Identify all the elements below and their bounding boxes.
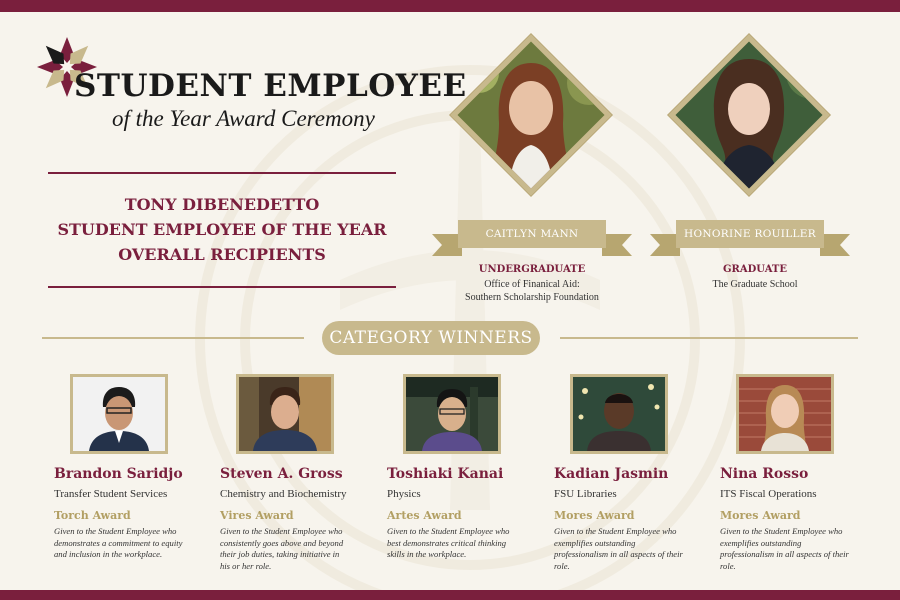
- bottom-border-bar: [0, 590, 900, 600]
- category-divider-left: [42, 337, 304, 339]
- recipient-photo-frame: [450, 34, 612, 196]
- winner-name: Nina Rosso: [720, 466, 809, 482]
- winner-department: FSU Libraries: [554, 488, 617, 500]
- page-title: STUDENT EMPLOYEE: [74, 68, 467, 104]
- winner-award: Artes Award: [387, 509, 462, 522]
- recipient-name: CAITLYN MANN: [485, 228, 579, 240]
- winner-photo: [570, 374, 668, 454]
- winner-award: Vires Award: [220, 509, 294, 522]
- winner-award-description: Given to the Student Employee who consistently goes above and beyond their job duties, taking initiative in his or her role.: [220, 526, 344, 571]
- top-border-bar: [0, 0, 900, 12]
- headline-line-2: STUDENT EMPLOYEE OF THE YEAR: [57, 220, 387, 239]
- category-divider-right: [560, 337, 858, 339]
- winner-award-description: Given to the Student Employee who demonstrates a commitment to equity and inclusion in the workplace.: [54, 526, 183, 559]
- winner-department: Chemistry and Biochemistry: [220, 488, 347, 500]
- winner-department: ITS Fiscal Operations: [720, 488, 817, 500]
- winner-award: Mores Award: [554, 509, 635, 522]
- page-subtitle: of the Year Award Ceremony: [112, 106, 375, 131]
- recipient-department-line-1: Office of Finanical Aid:: [484, 279, 580, 290]
- winner-award-description: Given to the Student Employee who exemplifies outstanding professionalism in all aspects of their role.: [720, 526, 849, 571]
- winner-department: Transfer Student Services: [54, 488, 168, 500]
- recipient-photo: [675, 41, 822, 188]
- winner-photo: [736, 374, 834, 454]
- recipient-level: GRADUATE: [723, 264, 787, 275]
- winner-name: Steven A. Gross: [220, 466, 343, 482]
- winner-award: Mores Award: [720, 509, 801, 522]
- winner-name: Toshiaki Kanai: [387, 466, 504, 482]
- winner-department: Physics: [387, 488, 421, 500]
- recipient-name: HONORINE ROUILLER: [684, 228, 816, 240]
- recipient-level: UNDERGRADUATE: [478, 264, 586, 275]
- headline-line-1: TONY DIBENEDETTO: [124, 195, 320, 214]
- recipient-photo: [457, 41, 604, 188]
- recipient-department-line-1: The Graduate School: [712, 279, 798, 290]
- winner-photo: [236, 374, 334, 454]
- overall-headline: [48, 192, 396, 267]
- winner-photo: [403, 374, 501, 454]
- winner-name: Kadian Jasmin: [554, 466, 669, 482]
- headline-line-3: OVERALL RECIPIENTS: [118, 245, 326, 264]
- winner-award: Torch Award: [54, 509, 131, 522]
- recipient-photo-frame: [668, 34, 830, 196]
- winner-award-description: Given to the Student Employee who best demonstrates critical thinking skills in the workplace.: [387, 526, 510, 559]
- recipient-department-line-2: Southern Scholarship Foundation: [465, 292, 599, 303]
- divider-top: [48, 172, 396, 174]
- winner-award-description: Given to the Student Employee who exemplifies outstanding professionalism in all aspects of their role.: [554, 526, 683, 571]
- winner-name: Brandon Saridjo: [54, 466, 183, 482]
- divider-bottom: [48, 286, 396, 288]
- category-winners-heading: CATEGORY WINNERS: [322, 321, 540, 355]
- winner-photo: [70, 374, 168, 454]
